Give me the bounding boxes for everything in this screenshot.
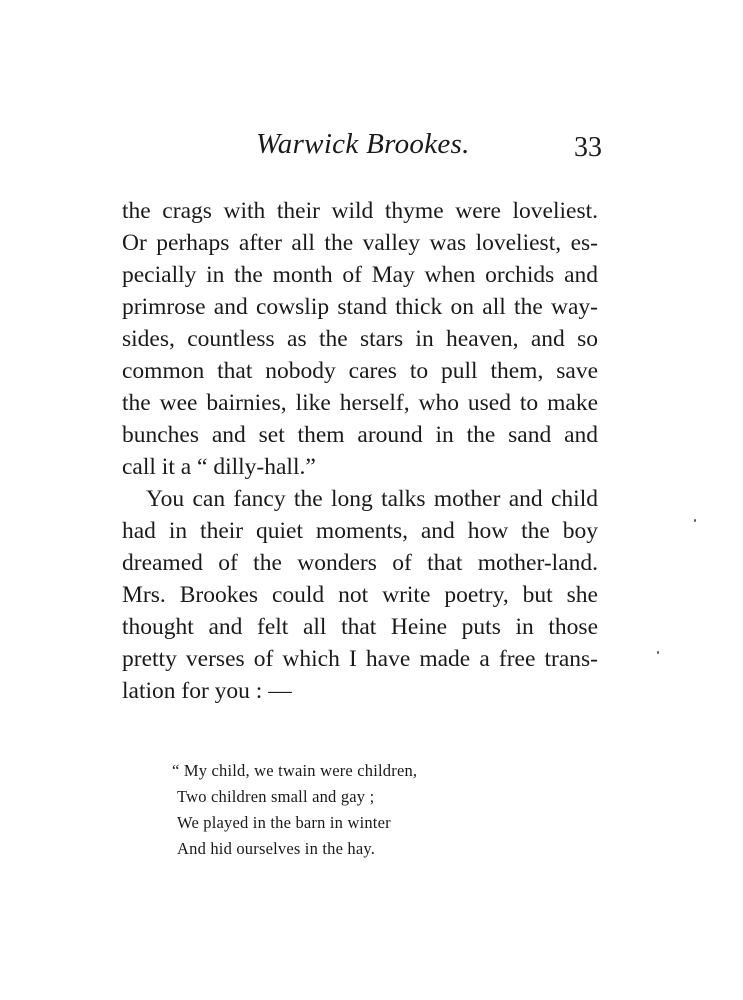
- verse-line: Two children small and gay ;: [177, 787, 375, 806]
- prose-line: lation for you : —: [122, 678, 292, 704]
- ink-speck: [694, 519, 696, 522]
- verse-line: And hid ourselves in the hay.: [177, 839, 376, 858]
- prose-line: thought and felt all that Heine puts in those: [122, 614, 598, 640]
- prose-line: the crags with their wild thyme were loveliest.: [122, 198, 598, 224]
- running-head: [0, 128, 743, 168]
- prose-line: dreamed of the wonders of that mother-land.: [122, 550, 598, 576]
- prose-line: pecially in the month of May when orchids and: [122, 262, 598, 288]
- prose-line: sides, countless as the stars in heaven, and so: [122, 326, 598, 352]
- prose-line: Mrs. Brookes could not write poetry, but she: [122, 582, 598, 608]
- prose-line: bunches and set them around in the sand and: [122, 422, 598, 448]
- ink-speck: [657, 651, 659, 654]
- prose-line: common that nobody cares to pull them, save: [122, 358, 598, 384]
- verse-line: “ My child, we twain were children,: [172, 761, 418, 780]
- prose-line: call it a “ dilly-hall.”: [122, 454, 316, 480]
- prose-line: primrose and cowslip stand thick on all the way-: [122, 294, 598, 320]
- prose-line: the wee bairnies, like herself, who used to make: [122, 390, 598, 416]
- prose-line: Or perhaps after all the valley was loveliest, es-: [122, 230, 598, 256]
- prose-line: pretty verses of which I have made a free trans-: [122, 646, 598, 672]
- verse-line: We played in the barn in winter: [177, 813, 391, 832]
- running-title: Warwick Brookes.: [256, 128, 470, 160]
- page-number: 33: [574, 132, 602, 163]
- prose-line: You can fancy the long talks mother and child: [146, 486, 598, 512]
- prose-line: had in their quiet moments, and how the boy: [122, 518, 598, 544]
